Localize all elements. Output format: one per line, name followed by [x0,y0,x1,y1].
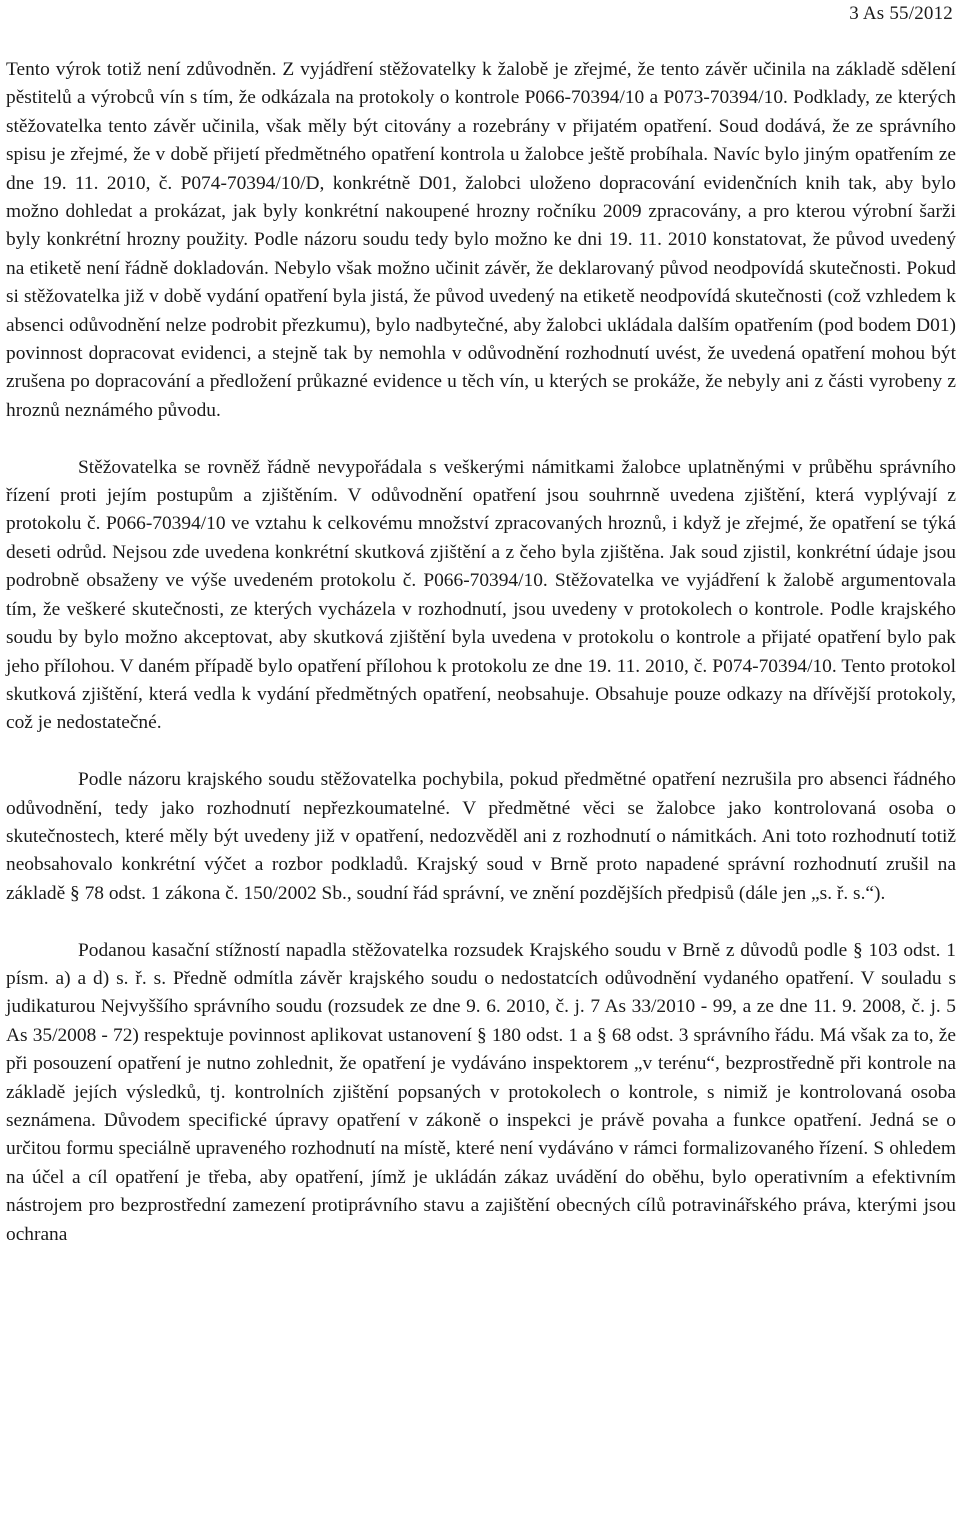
document-body [6,56,956,1249]
case-number-header: 3 As 55/2012 [849,3,953,24]
paragraph-3: Podle názoru krajského soudu stěžovatelka pochybila, pokud předmětné opatření nezrušila pro absenci řádného odůvodnění, tedy jako rozhodnutí nepřezkoumatelné. V předmětné věci se žalobce jako kontrolovaná osoba o skutečnostech, které měly být uvedeny již v opatření, nedozvěděl ani z rozhodnutí o námitkách. Ani toto rozhodnutí totiž neobsahovalo konkrétní výčet a rozbor podkladů. Krajský soud v Brně proto napadené správní rozhodnutí zrušil na základě § 78 odst. 1 zákona č. 150/2002 Sb., soudní řád správní, ve znění pozdějších předpisů (dále jen „s. ř. s.“). [6,769,956,904]
paragraph-4: Podanou kasační stížností napadla stěžovatelka rozsudek Krajského soudu v Brně z důvodů podle § 103 odst. 1 písm. a) a d) s. ř. s. Předně odmítla závěr krajského soudu o nedostatcích odůvodnění vydaného opatření. V souladu s judikaturou Nejvyššího správního soudu (rozsudek ze dne 9. 6. 2010, č. j. 7 As 33/2010 - 99, a ze dne 11. 9. 2008, č. j. 5 As 35/2008 - 72) respektuje povinnost aplikovat ustanovení § 180 odst. 1 a § 68 odst. 3 správního řádu. Má však za to, že při posouzení opatření je nutno zohlednit, že opatření je vydáváno inspektorem „v terénu“, bezprostředně při kontrole na základě jejích výsledků, tj. kontrolních zjištění popsaných v protokolech o kontrole, s nimiž je kontrolovaná osoba seznámena. Důvodem specifické úpravy opatření v zákoně o inspekci je právě povaha a funkce opatření. Jedná se o určitou formu speciálně upraveného rozhodnutí na místě, které není vydáváno v rámci formalizovaného řízení. S ohledem na účel a cíl opatření je třeba, aby opatření, jímž je ukládán zákaz uvádění do oběhu, bylo operativním a efektivním nástrojem pro bezprostřední zamezení protiprávního stavu a zajištění obecných cílů potravinářského práva, kterými jsou ochrana [6,939,956,1245]
paragraph-2: Stěžovatelka se rovněž řádně nevypořádala s veškerými námitkami žalobce uplatněnými v průběhu správního řízení proti jejím postupům a zjištěním. V odůvodnění opatření jsou souhrnně uvedena zjištění, která vyplývají z protokolu č. P066-70394/10 ve vztahu k celkovému množství zpracovaných hroznů, i když je zřejmé, že opatření se týká deseti odrůd. Nejsou zde uvedena konkrétní skutková zjištění a z čeho byla zjištěna. Jak soud zjistil, konkrétní údaje jsou podrobně obsaženy ve výše uvedeném protokolu č. P066-70394/10. Stěžovatelka ve vyjádření k žalobě argumentovala tím, že veškeré skutečnosti, ze kterých vycházela v rozhodnutí, jsou uvedeny v protokolech o kontrole. Podle krajského soudu by bylo možno akceptovat, aby skutková zjištění byla uvedena v protokolu o kontrole a přijaté opatření bylo pak jeho přílohou. V daném případě bylo opatření přílohou k protokolu ze dne 19. 11. 2010, č. P074-70394/10. Tento protokol skutková zjištění, která vedla k vydání předmětných opatření, neobsahuje. Obsahuje pouze odkazy na dřívější protokoly, což je nedostatečné. [6,456,956,734]
paragraph-1: Tento výrok totiž není zdůvodněn. Z vyjádření stěžovatelky k žalobě je zřejmé, že tento závěr učinila na základě sdělení pěstitelů a výrobců vín s tím, že odkázala na protokoly o kontrole P066-70394/10 a P073-70394/10. Podklady, ze kterých stěžovatelka tento závěr učinila, však měly být citovány a rozebrány v přijatém opatření. Soud dodává, že ze správního spisu je zřejmé, že v době přijetí předmětného opatření kontrola u žalobce ještě probíhala. Navíc bylo jiným opatřením ze dne 19. 11. 2010, č. P074-70394/10/D, konkrétně D01, žalobci uloženo dopracování evidenčních knih tak, aby bylo možno dohledat a prokázat, jak byly konkrétní nakoupené hrozny ročníku 2009 zpracovány, a pro kterou výrobní šarži byly konkrétní hrozny použity. Podle názoru soudu tedy bylo možno ke dni 19. 11. 2010 konstatovat, že původ uvedený na etiketě není řádně dokladován. Nebylo však možno učinit závěr, že deklarovaný původ neodpovídá skutečnosti. Pokud si stěžovatelka již v době vydání opatření byla jistá, že původ uvedený na etiketě neodpovídá skutečnosti (což vzhledem k absenci odůvodnění nelze podrobit přezkumu), bylo nadbytečné, aby žalobci ukládala dalším opatřením (pod bodem D01) povinnost dopracovat evidenci, a stejně tak by nemohla v odůvodnění rozhodnutí uvést, že uvedená opatření mohou být zrušena po dopracování a předložení průkazné evidence u těch vín, u kterých se prokáže, že nebyly ani z části vyrobeny z hroznů neznámého původu. [6,59,956,421]
